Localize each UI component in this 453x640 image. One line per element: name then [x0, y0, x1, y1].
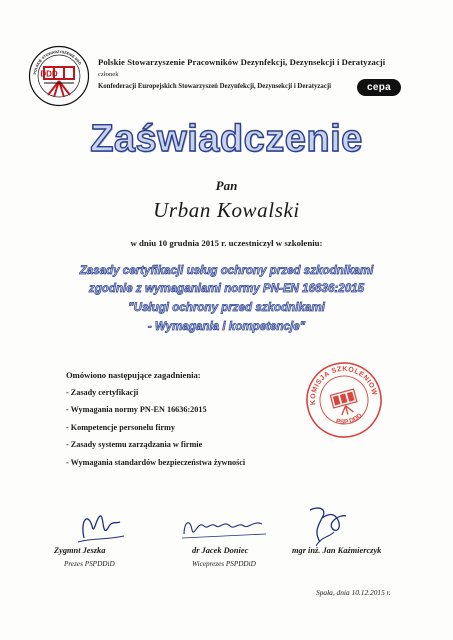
list-item: - Wymagania standardów bezpieczeństwa żywności [66, 457, 246, 467]
signature-jeszka-icon [70, 508, 130, 548]
certificate-title: Zaświadczenie [90, 118, 363, 160]
signature-role: Prezes PSPDDiD [64, 560, 115, 568]
course-line: Zasady certyfikacji usług ochrony przed szkodnikami [79, 264, 374, 277]
svg-text:POLSKIE STOWARZYSZENIE DDD: POLSKIE STOWARZYSZENIE DDD [33, 49, 82, 75]
course-line: "Usługi ochrony przed szkodnikami [128, 301, 325, 314]
list-item: - Kompetencje personelu firmy [66, 422, 175, 432]
salutation: Pan [215, 178, 238, 193]
course-line: - Wymagania i kompetencje" [147, 320, 306, 333]
signature-doniec-icon [178, 512, 270, 544]
signature-name: mgr inż. Jan Kaźmierczyk [292, 546, 382, 555]
topics-list [66, 388, 245, 475]
list-item: - Zasady certyfikacji [66, 388, 139, 397]
psp-ddd-logo-icon [28, 45, 90, 107]
course-line: zgodnie z wymaganiami normy PN-EN 16636:2015 [88, 282, 365, 295]
member-label: członek [98, 71, 119, 78]
signature-kazmierczyk-icon [298, 502, 358, 550]
svg-text:KOMISJA SZKOLENIOWA: KOMISJA SZKOLENIOWA [309, 365, 378, 406]
signature-name: Zygmnt Jeszka [54, 546, 106, 555]
confederation-name: Konfederacji Europejskich Stowarzyszeń Dezynfekcji, Dezynsekcji i Deratyzacji [98, 83, 331, 90]
list-item: - Wymagania normy PN-EN 16636:2015 [66, 405, 207, 415]
organization-name: Polskie Stowarzyszenie Pracowników Dezynfekcji, Dezynsekcji i Deratyzacji [98, 57, 386, 67]
list-item: - Zasady systemu zarządzania w firmie [66, 440, 203, 450]
recipient-name: Urban Kowalski [153, 198, 300, 222]
svg-text:PSP DDD: PSP DDD [335, 412, 364, 427]
place-and-date: Spała, dnia 10.12.2015 r. [316, 588, 391, 597]
svg-text:DDD: DDD [40, 69, 58, 79]
cepa-logo-icon: cepa [357, 79, 401, 96]
topics-heading: Omówiono następujące zagadnienia: [66, 370, 201, 380]
commission-stamp-icon [305, 361, 383, 439]
signature-name: dr Jacek Doniec [192, 546, 249, 555]
training-date-line: w dniu 10 grudnia 2015 r. uczestniczył w szkoleniu: [130, 238, 323, 248]
signature-role: Wiceprezes PSPDDiD [192, 560, 256, 568]
